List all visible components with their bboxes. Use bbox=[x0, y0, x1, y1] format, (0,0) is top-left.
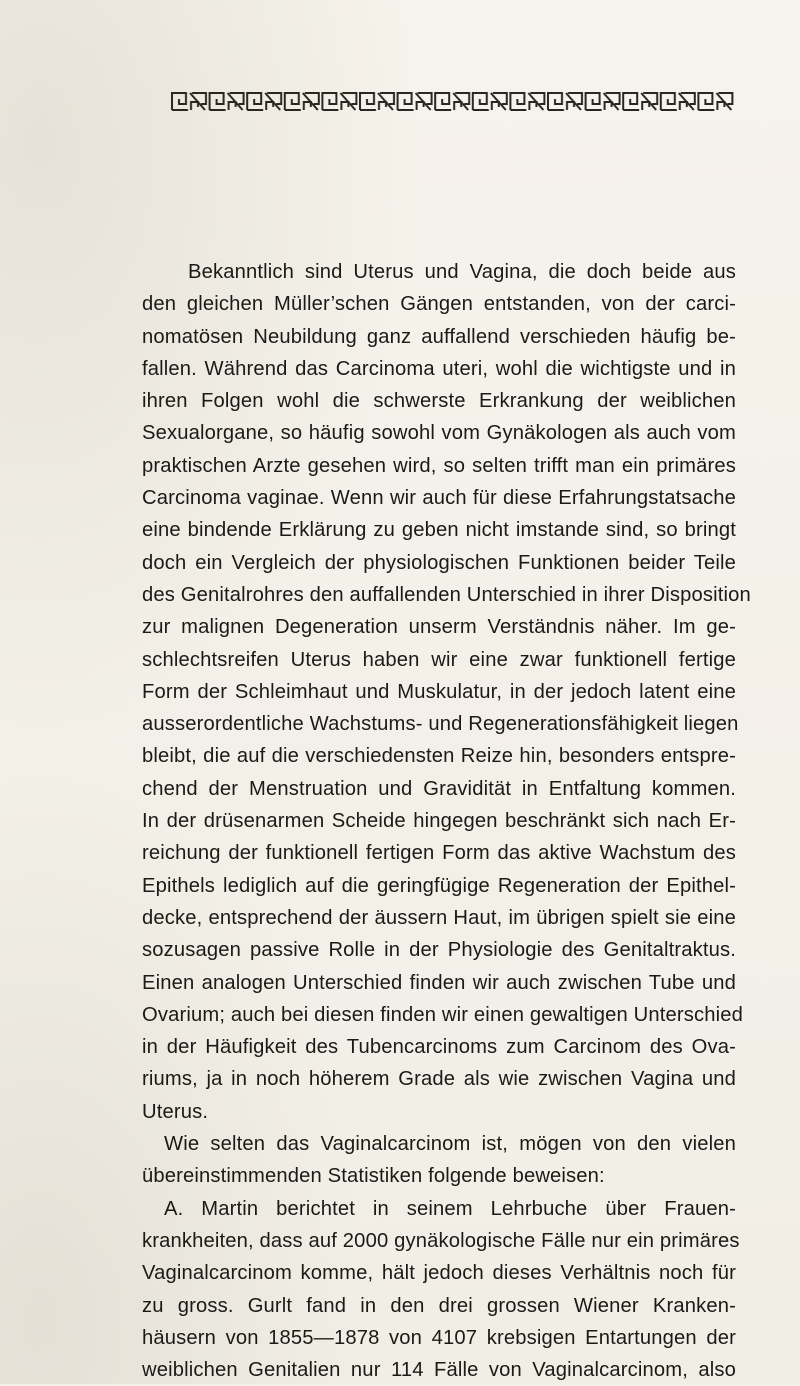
text-line: Uterus. bbox=[142, 1100, 209, 1123]
text-line: Form der Schleimhaut und Muskulatur, in der jedoch latent eine bbox=[142, 680, 736, 703]
text-line: praktischen Arzte gesehen wird, so selten trifft man ein primäres bbox=[142, 454, 736, 477]
body-text bbox=[142, 256, 751, 1386]
text-line: Wie selten das Vaginalcarcinom ist, mögen von den vielen bbox=[164, 1133, 736, 1156]
meander-border-ornament bbox=[170, 90, 734, 112]
text-line: krankheiten, dass auf 2000 gynäkologische Fälle nur ein primäres bbox=[142, 1229, 740, 1252]
text-line: doch ein Vergleich der physiologischen Funktionen beider Teile bbox=[142, 551, 736, 574]
text-line: Einen analogen Unterschied finden wir auch zwischen Tube und bbox=[142, 971, 736, 994]
text-line: bleibt, die auf die verschiedensten Reize hin, besonders entspre- bbox=[142, 745, 736, 768]
text-line: chend der Menstruation und Gravidität in Entfaltung kommen. bbox=[142, 777, 736, 800]
text-line: Carcinoma vaginae. Wenn wir auch für diese Erfahrungstatsache bbox=[142, 487, 736, 510]
text-line: Bekanntlich sind Uterus und Vagina, die doch beide aus bbox=[188, 261, 736, 283]
text-line: schlechtsreifen Uterus haben wir eine zwar funktionell fertige bbox=[142, 648, 736, 671]
text-line: Ovarium; auch bei diesen finden wir einen gewaltigen Unterschied bbox=[142, 1003, 743, 1026]
text-line: eine bindende Erklärung zu geben nicht imstande sind, so bringt bbox=[142, 519, 736, 542]
text-line: ihren Folgen wohl die schwerste Erkrankung der weiblichen bbox=[142, 390, 736, 413]
text-line: riums, ja in noch höherem Grade als wie zwischen Vagina und bbox=[142, 1068, 736, 1091]
text-line: sozusagen passive Rolle in der Physiologie des Genitaltraktus. bbox=[142, 939, 736, 962]
text-line: ausserordentliche Wachstums- und Regenerationsfähigkeit liegen bbox=[142, 713, 739, 736]
text-line: des Genitalrohres den auffallenden Unterschied in ihrer Disposition bbox=[142, 583, 751, 606]
text-line: Sexualorgane, so häufig sowohl vom Gynäkologen als auch vom bbox=[142, 422, 736, 445]
text-line: decke, entsprechend der äussern Haut, im übrigen spielt sie eine bbox=[142, 906, 736, 929]
text-line: Epithels lediglich auf die geringfügige Regeneration der Epithel- bbox=[142, 874, 736, 897]
text-line: nomatösen Neubildung ganz auffallend verschieden häufig be- bbox=[142, 325, 736, 348]
text-line: zu gross. Gurlt fand in den drei grossen Wiener Kranken- bbox=[142, 1294, 736, 1317]
text-line: fallen. Während das Carcinoma uteri, wohl die wichtigste und in bbox=[142, 357, 736, 380]
text-line: In der drüsenarmen Scheide hingegen beschränkt sich nach Er- bbox=[142, 810, 736, 833]
text-line: weiblichen Genitalien nur 114 Fälle von Vaginalcarcinom, also bbox=[142, 1359, 736, 1382]
text-line: A. Martin berichtet in seinem Lehrbuche über Frauen- bbox=[164, 1197, 736, 1220]
text-line: reichung der funktionell fertigen Form das aktive Wachstum des bbox=[142, 842, 736, 865]
text-line: häusern von 1855—1878 von 4107 krebsigen Entartungen der bbox=[142, 1326, 736, 1349]
text-line: in der Häufigkeit des Tubencarcinoms zum Carcinom des Ova- bbox=[142, 1036, 736, 1059]
text-line: zur malignen Degeneration unserm Verständnis näher. Im ge- bbox=[142, 616, 736, 639]
text-line: Vaginalcarcinom komme, hält jedoch dieses Verhältnis noch für bbox=[142, 1262, 736, 1285]
text-line: übereinstimmenden Statistiken folgende beweisen: bbox=[142, 1165, 605, 1188]
text-line: den gleichen Müller’schen Gängen entstanden, von der carci- bbox=[142, 293, 736, 316]
